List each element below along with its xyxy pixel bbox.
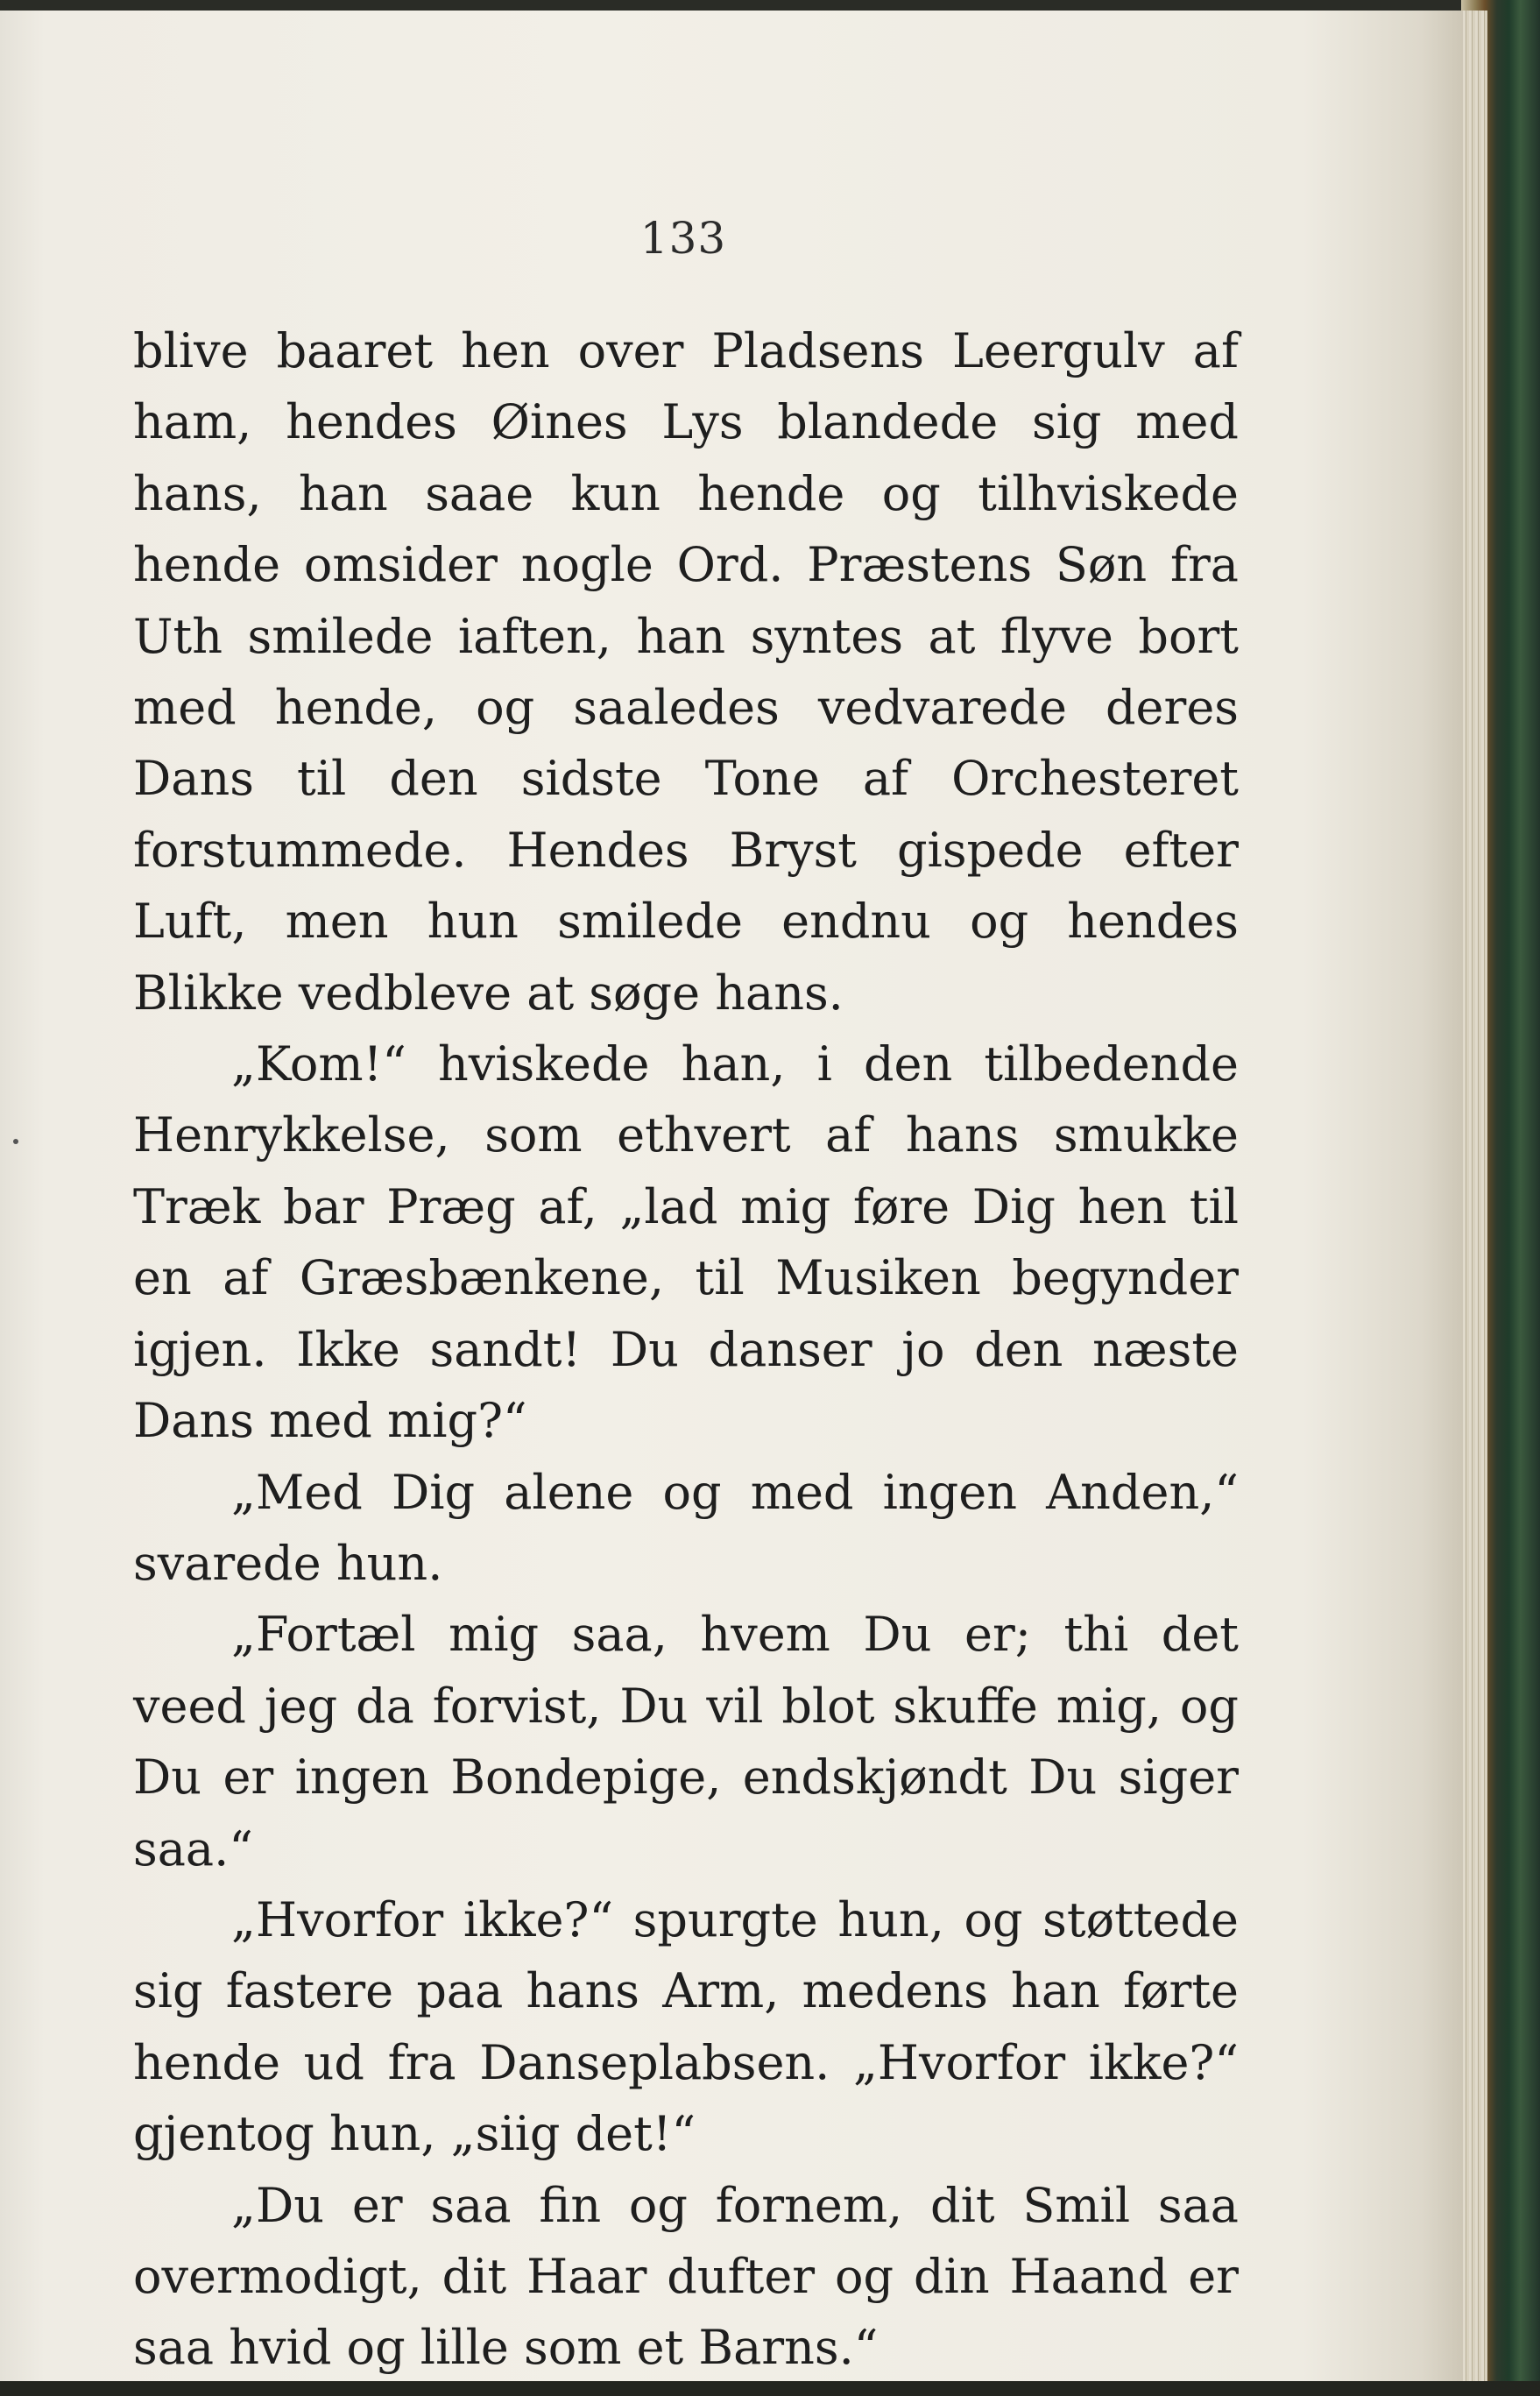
paragraph-1: blive baaret hen over Pladsens Leergulv af ham, hendes Øines Lys blandede sig med hans, han saae kun hende og tilhviskede hende omsider nogle Ord. Præstens Søn fra Uth smilede iaften, han syntes at flyve bort med hende, og saaledes vedvarede deres Dans til den sidste Tone af Orchesteret forstummede. Hendes Bryst gispede efter Luft, men hun smilede endnu og hendes Blikke vedbleve at søge hans. bbox=[133, 323, 1239, 1021]
body-text bbox=[133, 315, 1239, 2384]
paragraph-5: „Hvorfor ikke?“ spurgte hun, og støttede sig fastere paa hans Arm, medens han førte hende ud fra Danseplabsen. „Hvorfor ikke?“ gjentog hun, „siig det!“ bbox=[133, 1891, 1239, 2162]
paragraph-4: „Fortæl mig saa, hvem Du er; thi det veed jeg da forvist, Du vil blot skuffe mig, og Du er ingen Bondepige, endskjøndt Du siger saa.“ bbox=[133, 1607, 1239, 1877]
paragraph-3: „Med Dig alene og med ingen Anden,“ svarede hun. bbox=[133, 1464, 1239, 1591]
page-stack-edge bbox=[1463, 11, 1487, 2383]
margin-speck bbox=[13, 1139, 18, 1144]
paragraph-2: „Kom!“ hviskede han, i den tilbedende Henrykkelse, som ethvert af hans smukke Træk bar Præg af, „lad mig føre Dig hen til en af Græsbænkene, til Musiken begynder igjen. Ikke sandt! Du danser jo den næste Dans med mig?“ bbox=[133, 1036, 1239, 1449]
paragraph-6: „Du er saa fin og fornem, dit Smil saa overmodigt, dit Haar dufter og din Haand er saa hvid og lille som et Barns.“ bbox=[133, 2177, 1239, 2376]
page-number: 133 bbox=[639, 213, 727, 264]
